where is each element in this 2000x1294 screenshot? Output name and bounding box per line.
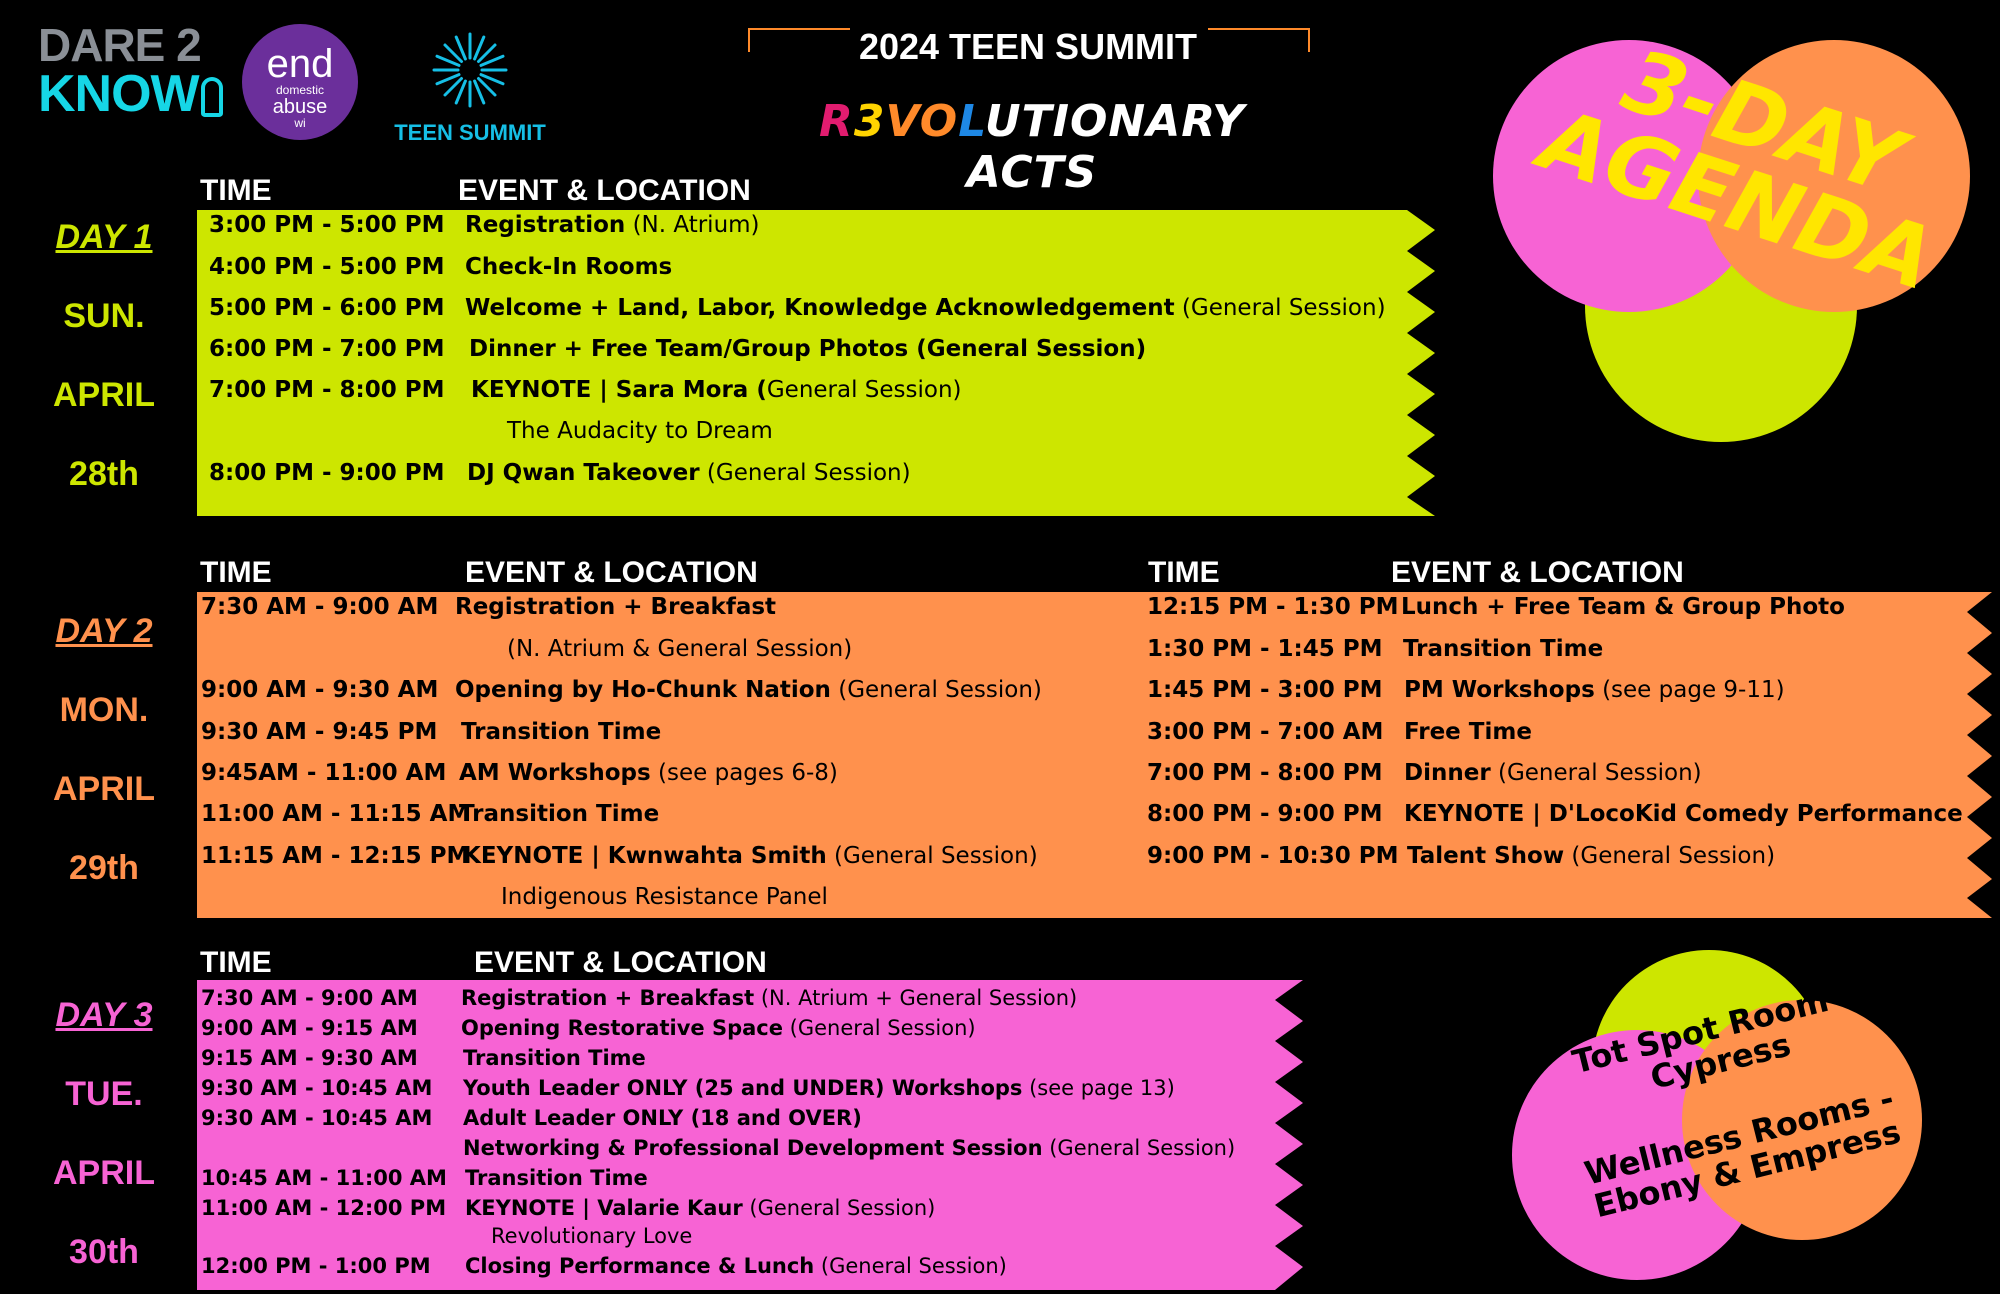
row-time: 9:30 AM - 9:45 PM xyxy=(201,719,438,745)
row-time: 1:45 PM - 3:00 PM xyxy=(1147,677,1383,703)
tagline-part: UTIONARY ACTS xyxy=(966,96,1245,198)
tot-spot-room: Tot Spot Room - Cypress xyxy=(1568,975,1857,1097)
row-location: (General Session) xyxy=(699,460,911,486)
summit-title: 2024 TEEN SUMMIT xyxy=(858,26,1198,67)
row-time: 9:15 AM - 9:30 AM xyxy=(201,1046,418,1070)
row-event: Welcome + Land, Labor, Knowledge Acknowledgement xyxy=(465,295,1175,321)
row-event: Registration + Breakfast xyxy=(461,986,755,1010)
end-domestic-abuse-logo xyxy=(242,24,358,140)
row-event: PM Workshops xyxy=(1404,677,1595,703)
row-time: 11:15 AM - 12:15 PM xyxy=(201,843,470,869)
row-event: KEYNOTE | Kwnwahta Smith xyxy=(463,843,827,869)
row-time: 1:30 PM - 1:45 PM xyxy=(1147,636,1383,662)
row-location: (General Session) xyxy=(1174,295,1386,321)
row-location: (General Session) xyxy=(826,843,1038,869)
row-time: 3:00 PM - 5:00 PM xyxy=(209,212,445,238)
row-event: Transition Time xyxy=(463,1046,646,1070)
day3-name: DAY 3 xyxy=(55,996,153,1034)
row-location: (General Session) xyxy=(830,677,1042,703)
row-location: (N. Atrium) xyxy=(625,212,760,238)
row-time: 7:00 PM - 8:00 PM xyxy=(1147,760,1383,786)
dare2know-logo xyxy=(38,19,223,123)
row-location: (General Session) xyxy=(782,1016,976,1040)
teen-summit-logo xyxy=(390,30,550,146)
revolutionary-acts-tagline xyxy=(752,96,1312,198)
row-location: (see page 9-11) xyxy=(1594,677,1785,703)
day1-date: 28th xyxy=(69,455,139,493)
row-time: 8:00 PM - 9:00 PM xyxy=(209,460,445,486)
day3-schedule-band xyxy=(197,980,1303,1290)
end-logo-sub2: abuse xyxy=(272,96,328,119)
row-event: Opening Restorative Space xyxy=(461,1016,783,1040)
end-logo-word: end xyxy=(266,42,334,86)
day3-time-header: TIME xyxy=(200,946,272,979)
day3-month: APRIL xyxy=(53,1154,155,1192)
row-event: Opening by Ho-Chunk Nation xyxy=(455,677,831,703)
end-logo-sub3: wi xyxy=(294,116,306,131)
row-location: Revolutionary Love xyxy=(491,1224,693,1248)
day2-band-shape xyxy=(197,592,1992,918)
day2-event-header-right: EVENT & LOCATION xyxy=(1391,556,1684,589)
day1-weekday: SUN. xyxy=(63,297,145,335)
day2-label xyxy=(20,612,188,888)
day3-label xyxy=(20,996,188,1272)
row-event: Transition Time xyxy=(461,719,662,745)
day2-month: APRIL xyxy=(53,770,155,808)
row-time: 10:45 AM - 11:00 AM xyxy=(201,1166,447,1190)
row-location: General Session) xyxy=(766,377,962,403)
row-location: (see pages 6-8) xyxy=(650,760,838,786)
row-time: 6:00 PM - 7:00 PM xyxy=(209,336,445,362)
day1-time-header: TIME xyxy=(200,174,272,207)
row-location: (General Session) xyxy=(1042,1136,1236,1160)
day2-date: 29th xyxy=(69,849,139,887)
row-time: 12:00 PM - 1:00 PM xyxy=(201,1254,431,1278)
dare-line2: KNOW xyxy=(38,65,199,123)
dare-line1: DARE 2 xyxy=(38,19,201,71)
row-time: 4:00 PM - 5:00 PM xyxy=(209,254,445,280)
day2-name: DAY 2 xyxy=(55,612,153,650)
row-time: 7:30 AM - 9:00 AM xyxy=(201,594,439,620)
row-time: 7:30 AM - 9:00 AM xyxy=(201,986,418,1010)
row-event: Lunch + Free Team & Group Photo xyxy=(1401,594,1845,620)
tagline-part: 3 xyxy=(853,96,886,147)
day1-label xyxy=(20,218,188,494)
row-location: (N. Atrium + General Session) xyxy=(754,986,1078,1010)
teen-summit-logo-text: TEEN SUMMIT xyxy=(394,120,546,145)
row-time: 11:00 AM - 11:15 AM xyxy=(201,801,471,827)
lightbulb-icon xyxy=(201,77,223,117)
end-logo-sub1: domestic xyxy=(275,83,325,97)
day2-schedule-band xyxy=(197,592,1992,918)
row-event: Youth Leader ONLY (25 and UNDER) Workshops xyxy=(463,1076,1023,1100)
row-event: Dinner xyxy=(1404,760,1491,786)
row-event: Check-In Rooms xyxy=(465,254,673,280)
row-event: Transition Time xyxy=(459,801,660,827)
tagline-part: L xyxy=(958,96,985,147)
row-location: The Audacity to Dream xyxy=(507,418,773,444)
row-event: Networking & Professional Development Session xyxy=(463,1136,1043,1160)
row-location: (General Session) xyxy=(742,1196,936,1220)
row-event: Adult Leader ONLY (18 and OVER) xyxy=(463,1106,862,1130)
wellness-rooms: Wellness Rooms - Ebony & Empress xyxy=(1580,1079,1905,1226)
row-time: 9:00 AM - 9:15 AM xyxy=(201,1016,418,1040)
day2-weekday: MON. xyxy=(59,691,149,729)
row-event: Talent Show xyxy=(1407,843,1565,869)
tagline-part: R xyxy=(819,96,854,147)
row-event: AM Workshops xyxy=(459,760,651,786)
row-location: (N. Atrium & General Session) xyxy=(507,636,853,662)
row-location: (General Session) xyxy=(1564,843,1776,869)
row-time: 9:00 AM - 9:30 AM xyxy=(201,677,439,703)
row-time: 3:00 PM - 7:00 AM xyxy=(1147,719,1384,745)
day1-schedule-band xyxy=(197,210,1435,516)
row-time: 12:15 PM - 1:30 PM xyxy=(1147,594,1399,620)
row-event: Registration + Breakfast xyxy=(455,594,777,620)
row-location: (General Session) xyxy=(1490,760,1702,786)
sunburst-icon xyxy=(430,30,510,110)
row-time: 9:45AM - 11:00 AM xyxy=(201,760,447,786)
three-day-agenda-badge: 3-DAY AGENDA xyxy=(1529,30,1947,310)
row-time: 9:30 AM - 10:45 AM xyxy=(201,1106,433,1130)
day1-month: APRIL xyxy=(53,376,155,414)
day2-event-header: EVENT & LOCATION xyxy=(465,556,758,589)
row-event: Dinner + Free Team/Group Photos (General Session) xyxy=(469,336,1147,362)
day2-time-header-right: TIME xyxy=(1148,556,1220,589)
row-event: Registration xyxy=(465,212,626,238)
row-event: Transition Time xyxy=(1403,636,1604,662)
row-location: (General Session) xyxy=(814,1254,1007,1278)
row-time: 9:00 PM - 10:30 PM xyxy=(1147,843,1399,869)
row-time: 11:00 AM - 12:00 PM xyxy=(201,1196,447,1220)
row-event: DJ Qwan Takeover xyxy=(467,460,700,486)
row-time: 7:00 PM - 8:00 PM xyxy=(209,377,445,403)
row-time: 5:00 PM - 6:00 PM xyxy=(209,295,445,321)
row-event: Free Time xyxy=(1404,719,1532,745)
row-event: KEYNOTE | Valarie Kaur xyxy=(465,1196,743,1220)
tagline-part: VO xyxy=(885,96,959,147)
row-location: (see page 13) xyxy=(1022,1076,1175,1100)
row-event: KEYNOTE | Sara Mora ( xyxy=(471,377,767,403)
day1-name: DAY 1 xyxy=(55,218,153,256)
row-event: Transition Time xyxy=(465,1166,648,1190)
row-location: Indigenous Resistance Panel xyxy=(501,884,828,910)
row-time: 9:30 AM - 10:45 AM xyxy=(201,1076,433,1100)
row-event: Closing Performance & Lunch xyxy=(465,1254,815,1278)
day2-time-header: TIME xyxy=(200,556,272,589)
day3-event-header: EVENT & LOCATION xyxy=(474,946,767,979)
day1-event-header: EVENT & LOCATION xyxy=(458,174,751,207)
day3-date: 30th xyxy=(69,1233,139,1271)
row-event: KEYNOTE | D'LocoKid Comedy Performance xyxy=(1404,801,1963,827)
row-time: 8:00 PM - 9:00 PM xyxy=(1147,801,1383,827)
day3-weekday: TUE. xyxy=(65,1075,143,1113)
